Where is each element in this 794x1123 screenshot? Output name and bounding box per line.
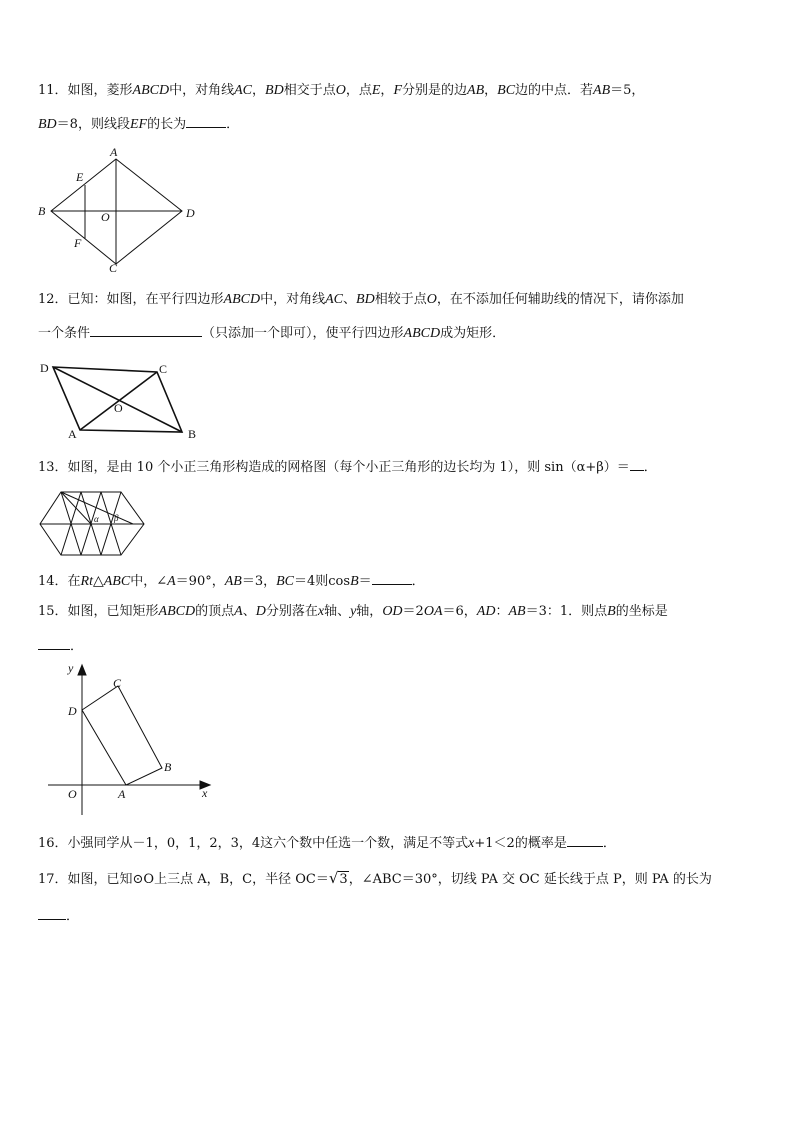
q15-line1: 15．如图，已知矩形ABCD的顶点A、D分别落在x轴、y轴，OD＝2OA＝6，AD：AB＝3：1．则点B的坐标是 (38, 604, 668, 619)
q14-line1: 14．在Rt△ABC中，∠A＝90°，AB＝3，BC＝4则cosB＝ ． (38, 571, 425, 591)
answer-blank[interactable] (90, 323, 202, 337)
q12-parallelogram-figure (34, 358, 204, 444)
label-x: x (202, 786, 208, 800)
q11-line1: 11．如图，菱形ABCD中，对角线AC，BD相交于点O，点E，F分别是的边AB，BC边的中点．若AB＝5， (38, 83, 645, 98)
label-a: A (68, 427, 77, 441)
label-c: C (109, 261, 118, 274)
q15-coordinate-figure (38, 660, 218, 820)
answer-blank[interactable] (630, 457, 644, 471)
answer-blank[interactable] (567, 833, 603, 847)
answer-blank[interactable] (186, 114, 226, 128)
label-a: A (118, 787, 126, 801)
q17-line2: ． (38, 906, 79, 926)
q15-line2: ． (38, 636, 83, 656)
q11-rhombus-figure (34, 144, 204, 274)
q13-triangle-grid-figure (38, 487, 150, 559)
label-e: E (76, 170, 84, 184)
label-o: O (114, 401, 123, 415)
q13-line1: 13．如图，是由 10 个小正三角形构造成的网格图（每个小正三角形的边长均为 1），则 sin（α+β）＝ ． (38, 457, 657, 477)
label-d: D (186, 206, 195, 220)
label-f: F (74, 236, 82, 250)
answer-blank[interactable] (38, 636, 70, 650)
q16-line1: 16．小强同学从－1，0，1，2，3，4这六个数中任选一个数，满足不等式x+1＜2的概率是 ． (38, 833, 616, 853)
label-a: A (110, 145, 118, 159)
label-o: O (68, 787, 77, 801)
label-beta: β (114, 513, 119, 523)
label-d: D (68, 704, 77, 718)
q12-line1: 12．已知：如图，在平行四边形ABCD中，对角线AC、BD相较于点O，在不添加任何辅助线的情况下，请你添加 (38, 292, 684, 307)
label-c: C (159, 362, 168, 376)
label-b: B (188, 427, 197, 441)
label-alpha: α (94, 514, 99, 524)
y-axis-arrow (78, 665, 86, 675)
label-d: D (40, 361, 49, 375)
label-b: B (164, 760, 172, 774)
diagonal-bd (53, 367, 182, 432)
sqrt-symbol: √ (328, 869, 339, 887)
label-c: C (113, 676, 122, 690)
rectangle-abcd (82, 686, 162, 785)
label-y: y (68, 661, 74, 675)
q17-line1: 17．如图，已知⊙O上三点 A，B，C，半径 OC＝√3，∠ABC＝30°，切线 PA 交 OC 延长线于点 P，则 PA 的长为 (38, 869, 712, 887)
answer-blank[interactable] (372, 571, 412, 585)
answer-blank[interactable] (38, 906, 66, 920)
label-o: O (101, 210, 110, 224)
label-b: B (38, 204, 46, 218)
q11-line2: BD＝8，则线段EF的长为 ． (38, 114, 239, 134)
q12-line2: 一个条件 （只添加一个即可），使平行四边形ABCD成为矩形． (38, 323, 505, 343)
